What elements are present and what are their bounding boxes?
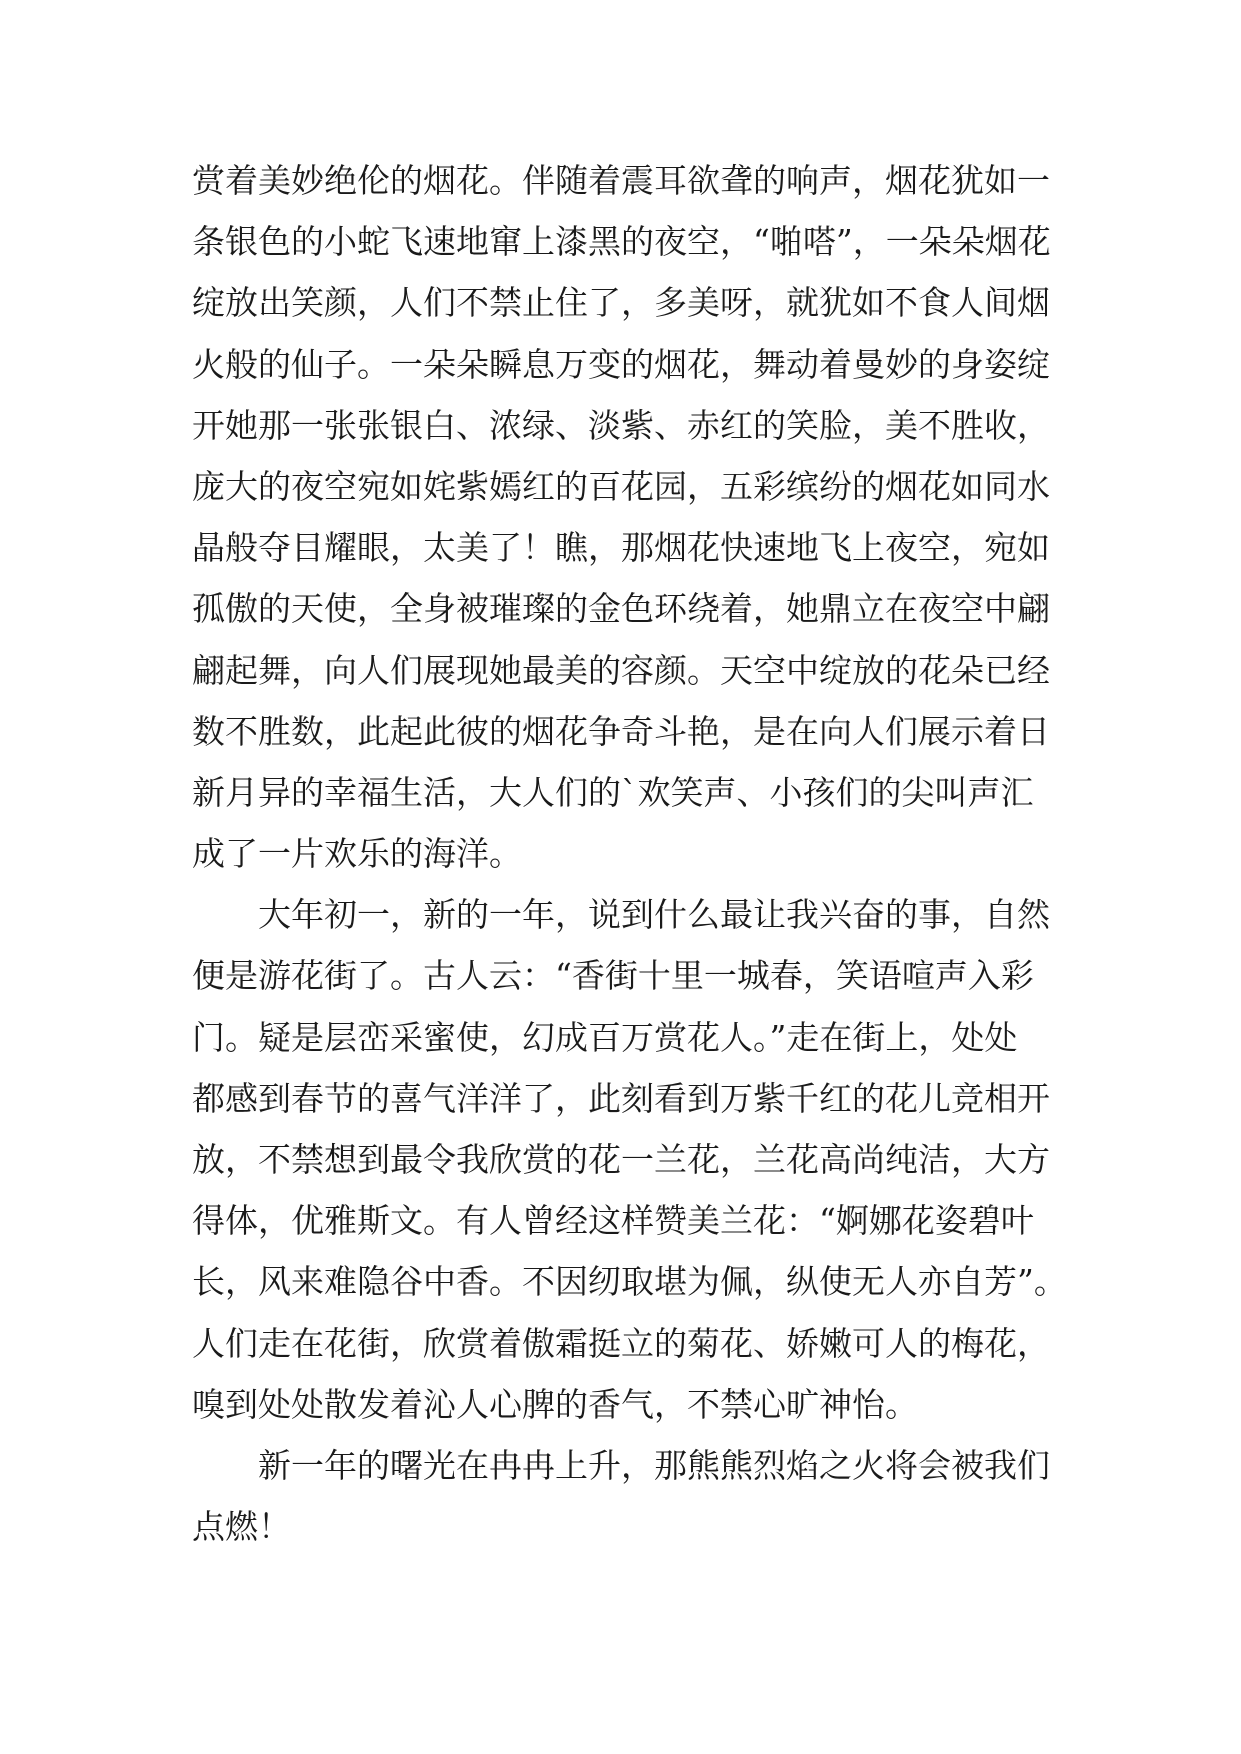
text-line: 赏着美妙绝伦的烟花。伴随着震耳欲聋的响声，烟花犹如一 [192,161,1050,200]
text-line: 门。疑是层峦采蜜使，幻成百万赏花人。”走在街上，处处 [192,1017,1018,1057]
text-line: 翩起舞，向人们展现她最美的容颜。天空中绽放的花朵已经 [192,650,1050,690]
text-line: 火般的仙子。一朵朵瞬息万变的烟花，舞动着曼妙的身姿绽 [192,344,1050,384]
paragraph-conclusion [192,1435,1052,1557]
text-line: 新月异的幸福生活，大人们的`欢笑声、小孩们的尖叫声汇 [192,772,1034,812]
text-line: 数不胜数，此起此彼的烟花争奇斗艳，是在向人们展示着日 [192,711,1050,751]
text-line: 条银色的小蛇飞速地窜上漆黑的夜空，“啪嗒”，一朵朵烟花 [192,222,1051,262]
text-line: 得体，优雅斯文。有人曾经这样赞美兰花：“婀娜花姿碧叶 [192,1201,1034,1241]
text-line: 庞大的夜空宛如姹紫嫣红的百花园，五彩缤纷的烟花如同水 [192,466,1050,506]
text-line: 嗅到处处散发着沁人心脾的香气，不禁心旷神怡。 [192,1384,918,1424]
text-line: 开她那一张张银白、浓绿、淡紫、赤红的笑脸，美不胜收， [192,405,1050,445]
text-line: 孤傲的天使，全身被璀璨的金色环绕着，她鼎立在夜空中翩 [192,589,1050,629]
text-line: 长，风来难隐谷中香。不因纫取堪为佩，纵使无人亦自芳”。 [192,1262,1067,1302]
text-line-indented: 新一年的曙光在冉冉上升，那熊熊烈焰之火将会被我们 [258,1445,1050,1485]
text-line: 都感到春节的喜气洋洋了，此刻看到万紫千红的花儿竞相开 [192,1078,1050,1118]
text-line: 点燃！ [192,1507,291,1547]
text-line: 放，不禁想到最令我欣赏的花一兰花，兰花高尚纯洁，大方 [192,1140,1050,1179]
text-line-indented: 大年初一，新的一年，说到什么最让我兴奋的事，自然 [258,895,1050,935]
text-line: 绽放出笑颜，人们不禁止住了，多美呀，就犹如不食人间烟 [192,283,1050,323]
paragraph-fireworks [192,150,1052,884]
body-text [192,150,1067,1557]
text-line: 晶般夺目耀眼，太美了！瞧，那烟花快速地飞上夜空，宛如 [192,528,1050,568]
text-line: 人们走在花街，欣赏着傲霜挺立的菊花、娇嫩可人的梅花， [192,1323,1050,1363]
text-line: 成了一片欢乐的海洋。 [192,834,522,874]
paragraph-flower-street [192,884,1067,1435]
text-line: 便是游花街了。古人云：“香街十里一城春，笑语喧声入彩 [192,956,1034,996]
